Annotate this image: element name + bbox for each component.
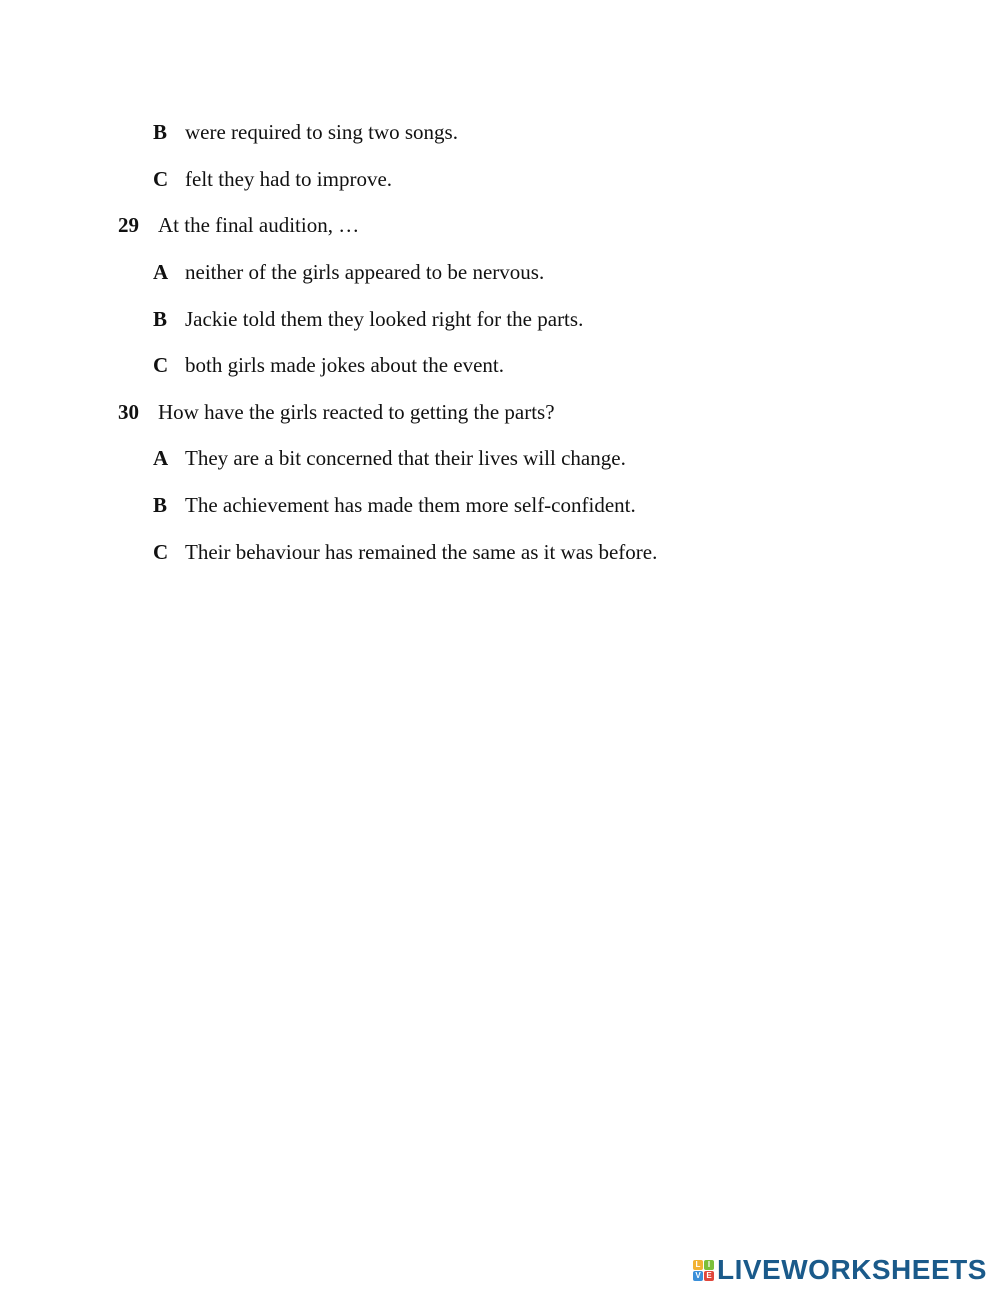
option-28-b <box>153 120 458 144</box>
option-letter: C <box>153 540 169 564</box>
option-30-b <box>153 493 636 517</box>
logo-text: LIVEWORKSHEETS <box>717 1254 987 1285</box>
logo-mark-tile: I <box>704 1260 714 1270</box>
option-letter: C <box>153 167 169 191</box>
option-28-c <box>153 167 392 191</box>
option-text: The achievement has made them more self-confident. <box>185 493 636 517</box>
option-29-b <box>153 307 583 331</box>
option-text: were required to sing two songs. <box>185 120 458 144</box>
option-letter: B <box>153 493 168 517</box>
option-29-a <box>153 260 544 284</box>
logo-mark-tile: L <box>693 1260 703 1270</box>
option-letter: A <box>153 446 169 470</box>
option-text: both girls made jokes about the event. <box>185 353 505 377</box>
option-text: They are a bit concerned that their lives will change. <box>185 446 626 470</box>
question-29 <box>118 213 359 237</box>
logo-mark-icon <box>693 1260 714 1281</box>
logo-mark-tile: V <box>693 1271 703 1281</box>
option-30-c <box>153 540 657 564</box>
option-letter: B <box>153 120 168 144</box>
question-30 <box>118 400 555 424</box>
option-text: neither of the girls appeared to be nervous. <box>185 260 545 284</box>
option-text: Jackie told them they looked right for the parts. <box>185 307 584 331</box>
option-letter: A <box>153 260 169 284</box>
question-number: 30 <box>118 400 139 424</box>
option-29-c <box>153 353 504 377</box>
option-letter: C <box>153 353 169 377</box>
liveworksheets-logo <box>693 1255 987 1285</box>
option-letter: B <box>153 307 168 331</box>
question-text: How have the girls reacted to getting the parts? <box>158 400 555 424</box>
option-30-a <box>153 446 626 470</box>
logo-mark-tile: E <box>704 1271 714 1281</box>
option-text: Their behaviour has remained the same as it was before. <box>185 540 658 564</box>
question-text: At the final audition, … <box>158 213 360 237</box>
option-text: felt they had to improve. <box>185 167 393 191</box>
question-number: 29 <box>118 213 139 237</box>
